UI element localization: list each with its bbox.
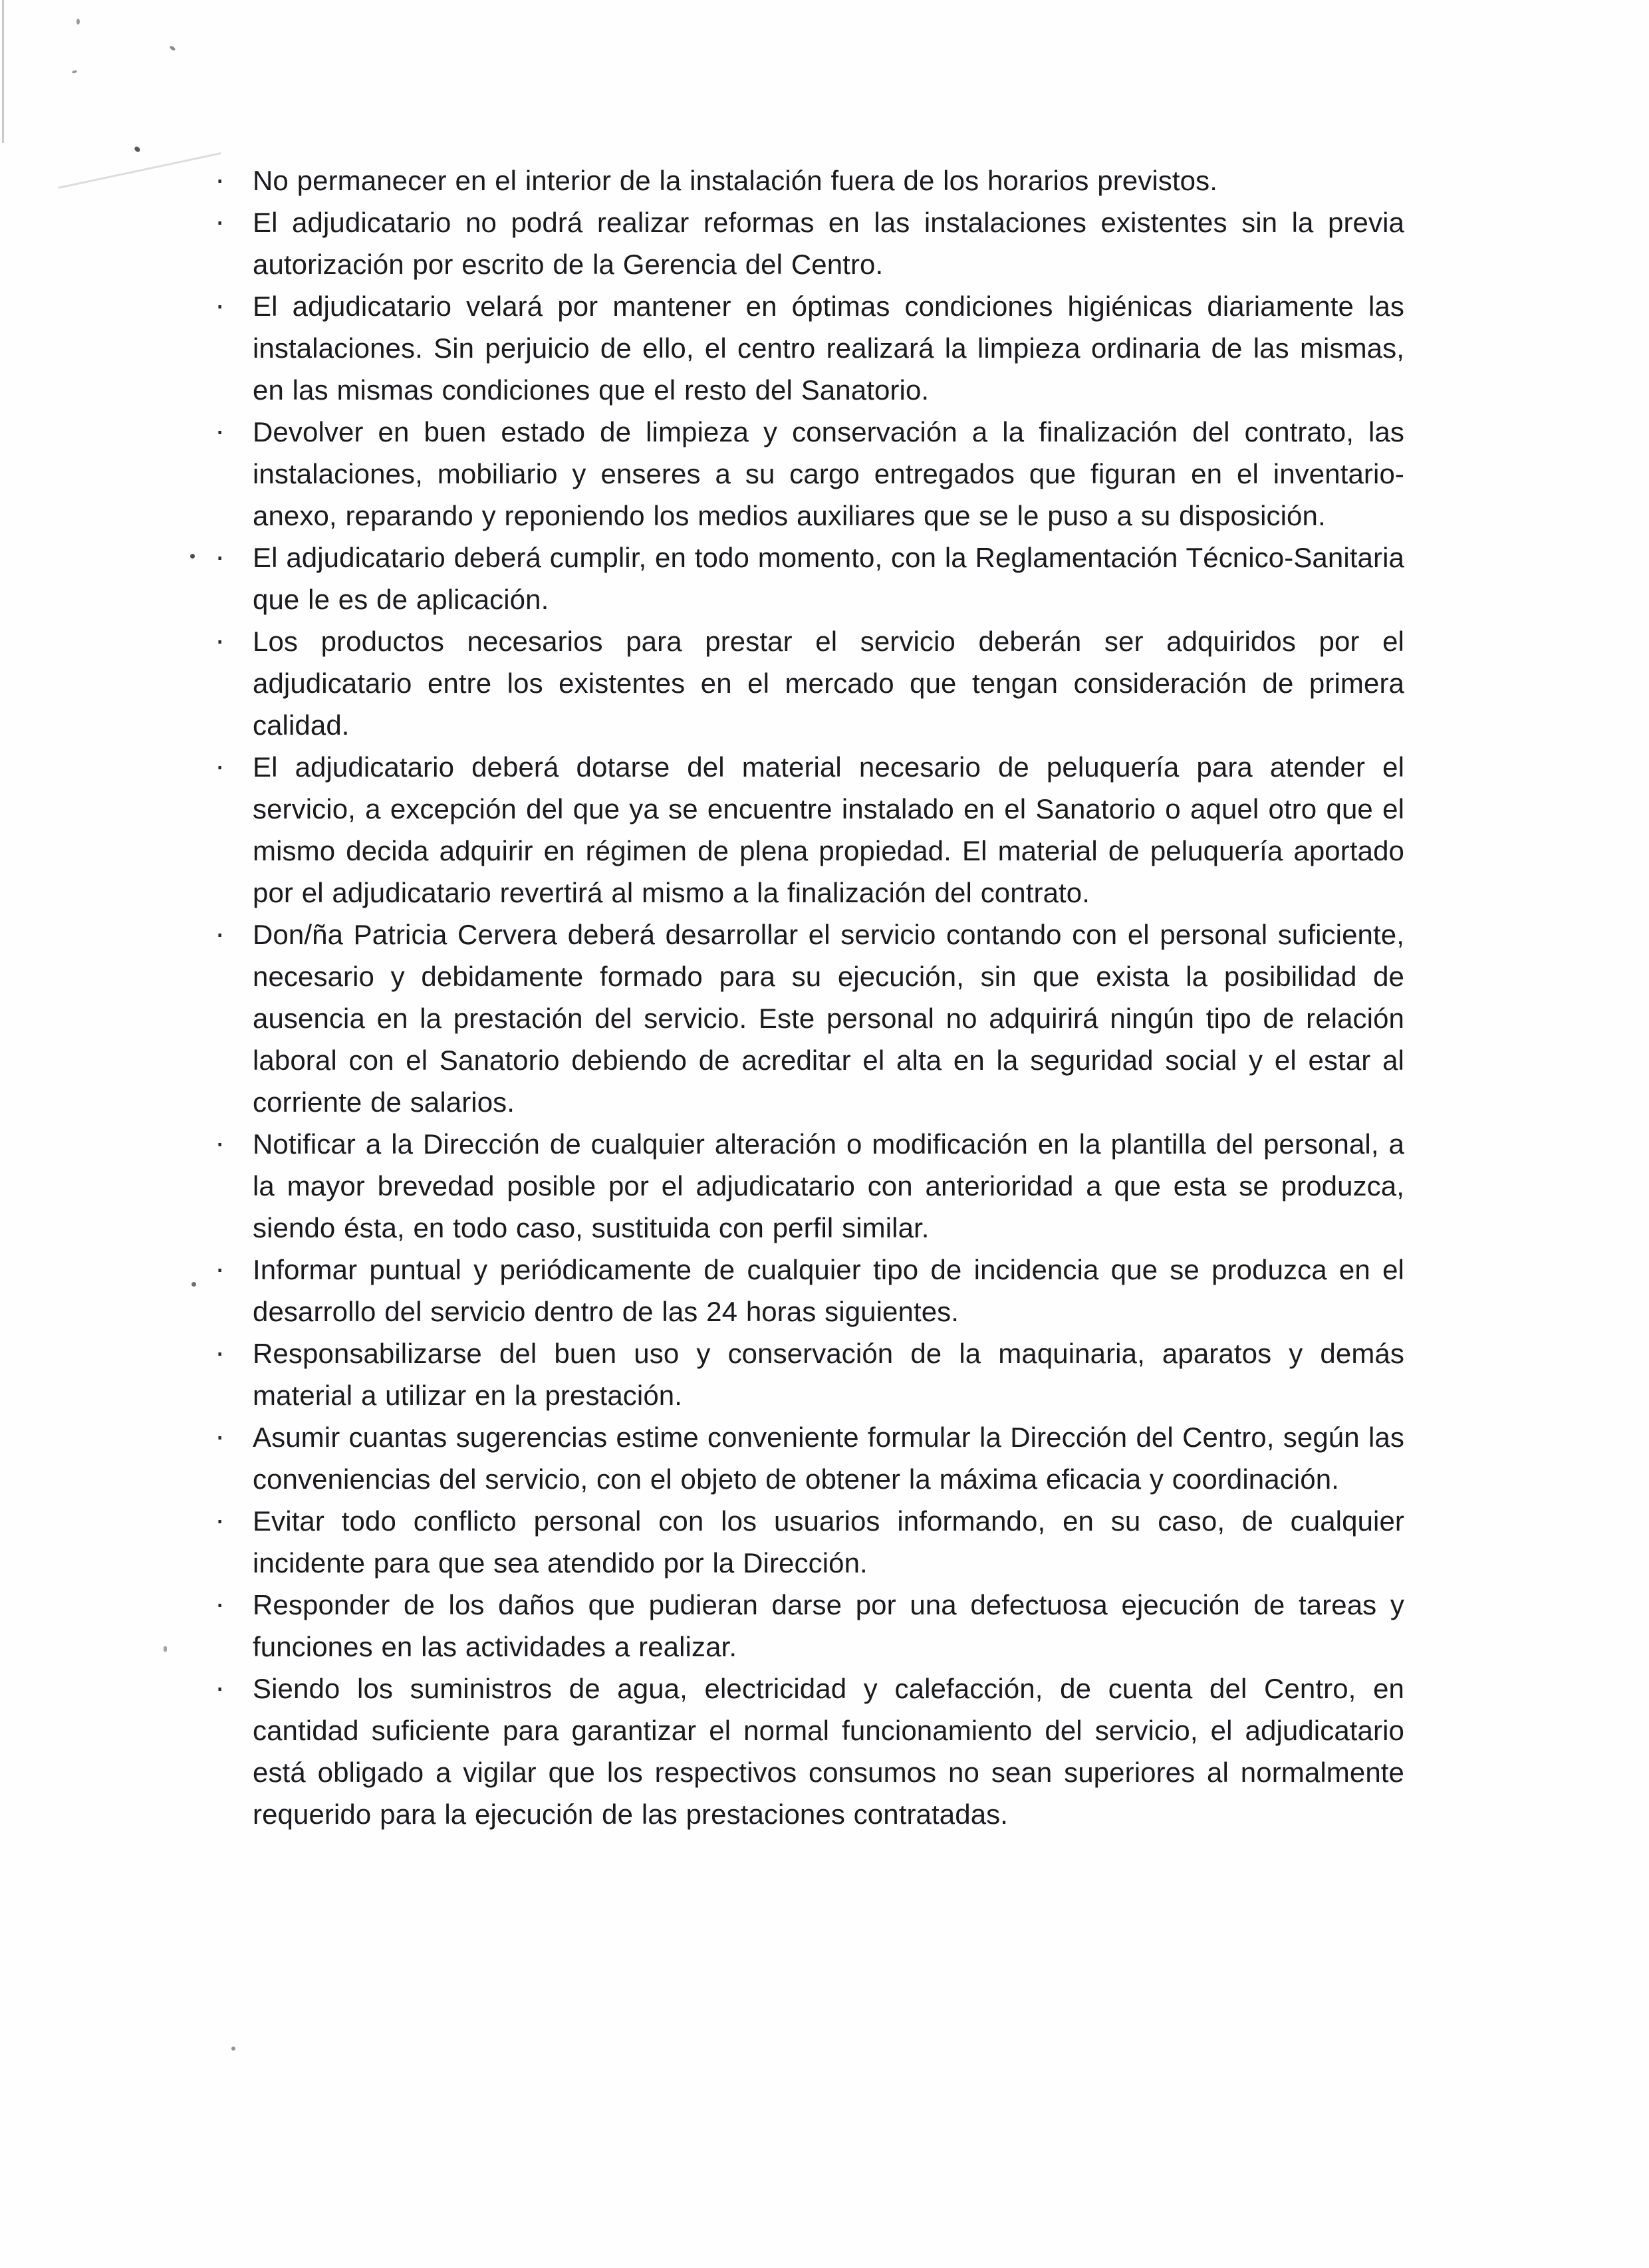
stray-dot-mark [190, 554, 195, 559]
bullet-item: · Los productos necesarios para prestar el servicio deberán ser adquiridos por el adjudicatario entre los existentes en el mercado que tengan consideración de primera calidad. [253, 620, 1404, 746]
bullet-item: · Don/ña Patricia Cervera deberá desarrollar el servicio contando con el personal suficiente, necesario y debidamente formado para su ejecución, sin que exista la posibilidad de ausencia en la prestación del servicio. Este personal no adquirirá ningún tipo de relación laboral con el Sanatorio debiendo de acreditar el alta en la seguridad social y el estar al corriente de salarios. [253, 914, 1404, 1123]
bullet-item: · Evitar todo conflicto personal con los usuarios informando, en su caso, de cualquier incidente para que sea atendido por la Dirección. [253, 1500, 1404, 1584]
scan-speck [76, 19, 80, 25]
bullet-item: · No permanecer en el interior de la instalación fuera de los horarios previstos. [253, 160, 1404, 201]
stray-dot-mark [191, 1282, 196, 1287]
bullet-item: · Devolver en buen estado de limpieza y conservación a la finalización del contrato, las instalaciones, mobiliario y enseres a su cargo entregados que figuran en el inventario-anexo, reparando y reponiendo los medios auxiliares que se le puso a su disposición. [253, 411, 1404, 537]
bullet-item: · El adjudicatario deberá cumplir, en todo momento, con la Reglamentación Técnico-Sanitaria que le es de aplicación. [253, 537, 1404, 620]
bullet-item: · Responsabilizarse del buen uso y conservación de la maquinaria, aparatos y demás material a utilizar en la prestación. [253, 1332, 1404, 1416]
scan-speck [134, 146, 141, 153]
scan-speck [169, 45, 176, 51]
bullet-item: · Siendo los suministros de agua, electricidad y calefacción, de cuenta del Centro, en cantidad suficiente para garantizar el normal funcionamiento del servicio, el adjudicatario está obligado a vigilar que los respectivos consumos no sean superiores al normalmente requerido para la ejecución de las prestaciones contratadas. [253, 1668, 1404, 1835]
scan-streak [58, 152, 221, 189]
bullet-item: · Responder de los daños que pudieran darse por una defectuosa ejecución de tareas y funciones en las actividades a realizar. [253, 1584, 1404, 1668]
stray-dot-mark [164, 1646, 167, 1652]
bullet-item: · Asumir cuantas sugerencias estime conveniente formular la Dirección del Centro, según las conveniencias del servicio, con el objeto de obtener la máxima eficacia y coordinación. [253, 1416, 1404, 1500]
bullet-item: · El adjudicatario velará por mantener en óptimas condiciones higiénicas diariamente las instalaciones. Sin perjuicio de ello, el centro realizará la limpieza ordinaria de las mismas, en las mismas condiciones que el resto del Sanatorio. [253, 285, 1404, 411]
bullet-item: · Notificar a la Dirección de cualquier alteración o modificación en la plantilla del personal, a la mayor brevedad posible por el adjudicatario con anterioridad a que esta se produzca, siendo ésta, en todo caso, sustituida con perfil similar. [253, 1123, 1404, 1249]
bullet-item: · El adjudicatario deberá dotarse del material necesario de peluquería para atender el servicio, a excepción del que ya se encuentre instalado en el Sanatorio o aquel otro que el mismo decida adquirir en régimen de plena propiedad. El material de peluquería aportado por el adjudicatario revertirá al mismo a la finalización del contrato. [253, 746, 1404, 914]
stray-dot-mark [231, 2047, 235, 2051]
scan-speck [72, 70, 78, 74]
bullet-item: · Informar puntual y periódicamente de cualquier tipo de incidencia que se produzca en el desarrollo del servicio dentro de las 24 horas siguientes. [253, 1249, 1404, 1332]
document-text-block [253, 160, 1404, 1835]
bullet-list [253, 160, 1404, 1835]
scan-edge-line [2, 0, 4, 143]
bullet-item: · El adjudicatario no podrá realizar reformas en las instalaciones existentes sin la previa autorización por escrito de la Gerencia del Centro. [253, 201, 1404, 285]
